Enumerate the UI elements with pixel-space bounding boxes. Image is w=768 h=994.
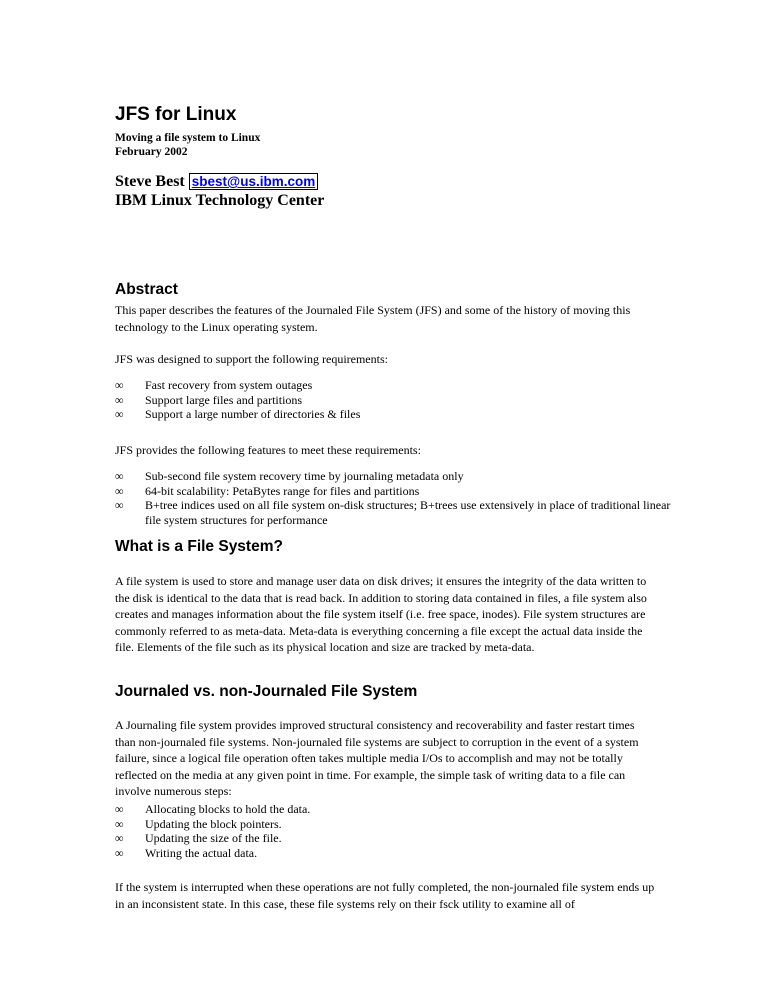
list-item: ∞ Updating the block pointers. (115, 816, 282, 831)
journaled-paragraph: A Journaling file system provides improved structural consistency and recoverability and faster restart times than non-journaled file systems. Non-journaled file systems are subject to corruption in the event of a system failure, since a logical file operation often takes multiple media I/Os to accomplish and may not be totally reflected on the media at any given point in time. For example, the simple task of writing data to a file can involve numerous steps: (115, 718, 639, 798)
bullet-icon: ∞ (115, 802, 124, 816)
abstract-paragraph: This paper describes the features of the Journaled File System (JFS) and some of the history of moving this technology to the Linux operating system. (115, 303, 631, 334)
abstract-heading: Abstract (115, 281, 178, 298)
author-name: Steve Best (115, 173, 185, 190)
requirements-intro: JFS was designed to support the following requirements: (115, 352, 388, 366)
requirements-list (115, 378, 675, 422)
list-item: ∞ Updating the size of the file. (115, 831, 282, 845)
bullet-icon: ∞ (115, 831, 124, 845)
list-item: ∞ Sub-second file system recovery time by journaling metadata only (115, 469, 464, 483)
steps-list (115, 802, 675, 860)
document-date: February 2002 (115, 146, 188, 158)
list-item: ∞ Writing the actual data. (115, 845, 258, 860)
section-heading-what-is: What is a File System? (115, 538, 283, 555)
list-item: ∞ Support large files and partitions (115, 392, 303, 407)
features-intro: JFS provides the following features to meet these requirements: (115, 443, 421, 457)
document-subtitle: Moving a file system to Linux (115, 132, 261, 144)
list-item: ∞ B+tree indices used on all file system on-disk structures; B+trees use extensively in place of traditional linear file system structures for performance (115, 498, 671, 527)
author-email-link[interactable]: sbest@us.ibm.com (189, 173, 318, 190)
what-is-paragraph: A file system is used to store and manage user data on disk drives; it ensures the integrity of the data written to the disk is identical to the data that is read back. In addition to storing data contained in files, a file system also creates and manages information about the file system itself (i.e. free space, inodes). File system structures are commonly referred to as meta-data. Meta-data is everything concerning a file except the actual data inside the file. Elements of the file such as its physical location and size are tracked by meta-data. (115, 574, 647, 654)
section-heading-journaled: Journaled vs. non-Journaled File System (115, 683, 418, 700)
bullet-icon: ∞ (115, 845, 124, 860)
list-item: ∞ Fast recovery from system outages (115, 378, 313, 392)
journaled-paragraph-2: If the system is interrupted when these operations are not fully completed, the non-journaled file system ends up in an inconsistent state. In this case, these file systems rely on their fsck utility to examine all of (115, 880, 655, 911)
list-item: ∞ 64-bit scalability: PetaBytes range for files and partitions (115, 483, 420, 498)
author-line (115, 173, 318, 191)
bullet-icon: ∞ (115, 407, 124, 421)
bullet-icon: ∞ (115, 483, 124, 498)
bullet-icon: ∞ (115, 498, 124, 512)
list-item: ∞ Support a large number of directories & files (115, 407, 361, 421)
bullet-icon: ∞ (115, 378, 124, 392)
author-organization: IBM Linux Technology Center (115, 192, 325, 209)
list-item: ∞ Allocating blocks to hold the data. (115, 802, 311, 816)
document-title: JFS for Linux (115, 104, 237, 125)
bullet-icon: ∞ (115, 816, 124, 831)
bullet-icon: ∞ (115, 392, 124, 407)
bullet-icon: ∞ (115, 469, 124, 483)
features-list (115, 469, 675, 527)
